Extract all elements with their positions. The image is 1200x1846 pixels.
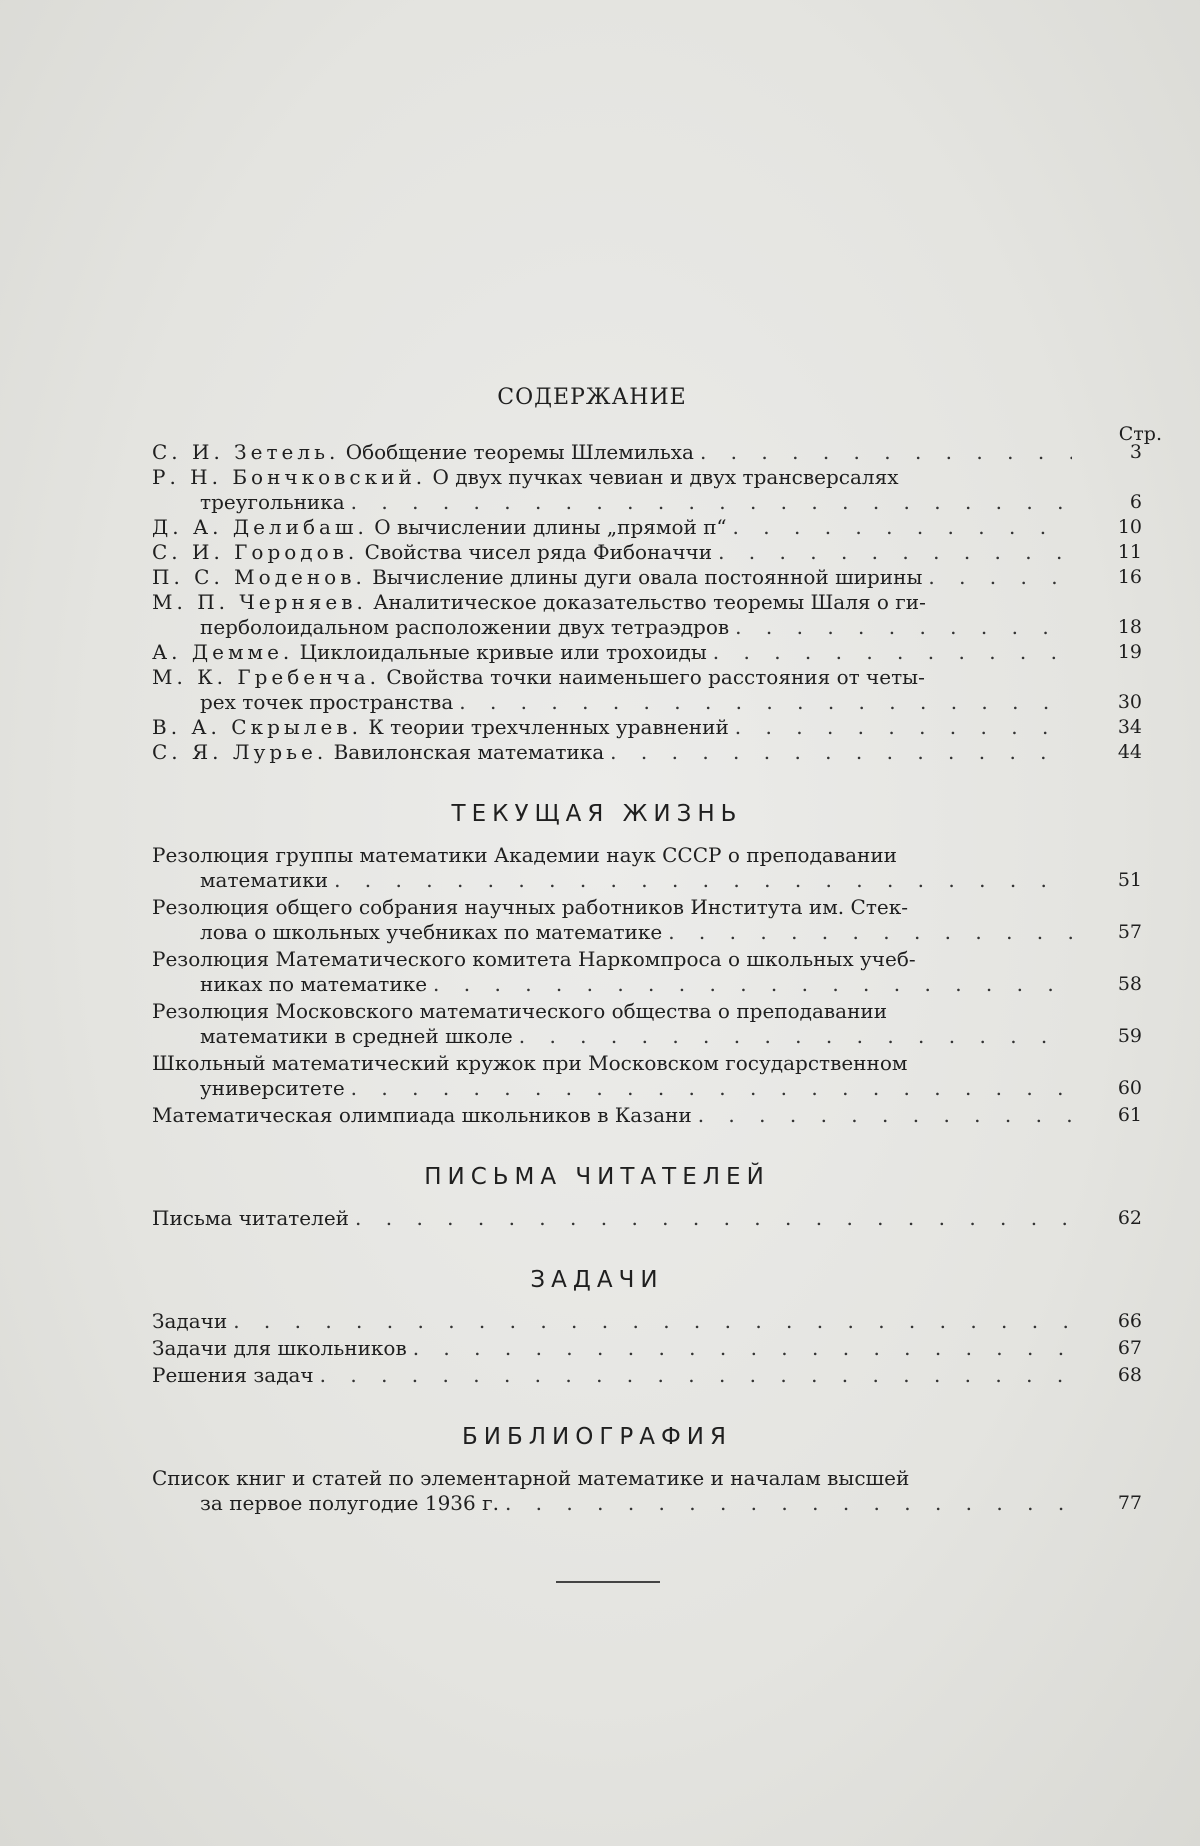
entry-text <box>152 515 727 540</box>
entry-body <box>152 1051 1072 1101</box>
entry-line <box>152 1491 1072 1516</box>
entry-text <box>200 615 729 640</box>
main-entries <box>152 440 1162 765</box>
entry-line <box>152 740 1072 765</box>
entry-title-line: Свойства точки наименьшего расстояния от четы- <box>386 665 925 689</box>
entry-title-line: за первое полугодие 1936 г. <box>200 1491 499 1515</box>
entry-title-line: Список книг и статей по элементарной математике и началам высшей <box>152 1466 910 1490</box>
entry-title-line: рех точек пространства <box>200 690 454 714</box>
toc-entry[interactable] <box>152 1103 1162 1128</box>
entry-text <box>152 1466 909 1491</box>
entry-title-line: О двух пучках чевиан и двух трансверсалях <box>432 465 899 489</box>
entry-body <box>152 440 1072 465</box>
entry-line <box>152 1363 1072 1388</box>
entry-title-line: Задачи для школьников <box>152 1336 407 1360</box>
entry-author: Р. Н. Бончковский. <box>152 465 427 489</box>
entry-page-number: 11 <box>1117 541 1142 563</box>
entry-page-number: 3 <box>1129 441 1142 463</box>
entry-line <box>152 440 1072 465</box>
entry-line <box>152 665 1072 690</box>
toc-entry[interactable] <box>152 1206 1162 1231</box>
dot-leader <box>314 1363 1072 1388</box>
entry-title-line: О вычислении длины „прямой π“ <box>374 515 727 539</box>
toc-entry[interactable] <box>152 590 1162 640</box>
closing-rule <box>556 1581 660 1583</box>
sections <box>152 801 1162 1516</box>
entry-body <box>152 1309 1072 1334</box>
entry-line <box>152 947 1072 972</box>
entry-title-line: Письма читателей <box>152 1206 350 1230</box>
entry-title-line: Резолюция группы математики Академии наук СССР о преподавании <box>152 843 897 867</box>
entry-title-line: Резолюция Московского математического общества о преподавании <box>152 999 888 1023</box>
entry-line <box>152 1309 1072 1334</box>
entry-body <box>152 465 1072 515</box>
entry-text <box>152 540 712 565</box>
toc-entry[interactable] <box>152 640 1162 665</box>
entry-line <box>152 565 1072 590</box>
entry-text <box>152 947 916 972</box>
entry-line <box>152 490 1072 515</box>
entry-body <box>152 947 1072 997</box>
entry-page-number: 34 <box>1117 716 1142 738</box>
entry-title-line: Циклоидальные кривые или трохоиды <box>299 640 707 664</box>
entry-line <box>152 1076 1072 1101</box>
entry-text <box>152 590 926 615</box>
entry-page-number: 30 <box>1117 691 1142 713</box>
toc-entry[interactable] <box>152 1363 1162 1388</box>
entry-title-line: Школьный математический кружок при Московском государственном <box>152 1051 908 1075</box>
entry-text <box>152 895 908 920</box>
entry-title-line: математики в средней школе <box>200 1024 513 1048</box>
entry-body <box>152 1103 1072 1128</box>
entry-line <box>152 615 1072 640</box>
entry-author: А. Демме. <box>152 640 294 664</box>
entry-text <box>200 972 427 997</box>
entry-page-number: 58 <box>1117 973 1142 995</box>
dot-leader <box>499 1491 1072 1516</box>
dot-leader <box>407 1336 1072 1361</box>
section-entries <box>152 1206 1162 1231</box>
entry-body <box>152 740 1072 765</box>
entry-body <box>152 999 1072 1049</box>
entry-author: П. С. Моденов. <box>152 565 366 589</box>
entry-line <box>152 843 1072 868</box>
section-heading: БИБЛИОГРАФИЯ <box>462 1424 732 1450</box>
dot-leader <box>604 740 1072 765</box>
entry-page-number: 19 <box>1117 641 1142 663</box>
entry-text <box>200 1024 513 1049</box>
entry-line <box>152 1466 1072 1491</box>
toc-entry[interactable] <box>152 895 1162 945</box>
entry-page-number: 10 <box>1117 516 1142 538</box>
dot-leader <box>427 972 1072 997</box>
entry-body <box>152 540 1072 565</box>
entry-title-line: лова о школьных учебниках по математике <box>200 920 663 944</box>
entry-body <box>152 640 1072 665</box>
toc-entry[interactable] <box>152 947 1162 997</box>
section-heading: ПИСЬМА ЧИТАТЕЛЕЙ <box>424 1164 770 1190</box>
entry-page-number: 77 <box>1117 1492 1142 1514</box>
dot-leader <box>692 1103 1072 1128</box>
dot-leader <box>227 1309 1072 1334</box>
entry-title-line: перболоидальном расположении двух тетраэдров <box>200 615 730 639</box>
entry-line <box>152 640 1072 665</box>
entry-text <box>152 843 897 868</box>
toc-entry[interactable] <box>152 515 1162 540</box>
entry-page-number: 61 <box>1117 1104 1142 1126</box>
entry-line <box>152 1103 1072 1128</box>
toc-entry[interactable] <box>152 565 1162 590</box>
entry-title-line: Обобщение теоремы Шлемильха <box>345 440 694 464</box>
entry-body <box>152 1363 1072 1388</box>
entry-title-line: университете <box>200 1076 345 1100</box>
entry-title-line: никах по математике <box>200 972 428 996</box>
entry-body <box>152 515 1072 540</box>
entry-title-line: Математическая олимпиада школьников в Казани <box>152 1103 692 1127</box>
section-entries <box>152 1466 1162 1516</box>
entry-text <box>200 920 662 945</box>
dot-leader <box>662 920 1072 945</box>
entry-page-number: 18 <box>1117 616 1142 638</box>
toc-entry[interactable] <box>152 665 1162 715</box>
entry-title-line: Вавилонская математика <box>333 740 605 764</box>
entry-line <box>152 1336 1072 1361</box>
entry-text <box>152 1336 407 1361</box>
page-column-header: Стр. <box>1118 423 1162 445</box>
toc-title: СОДЕРЖАНИЕ <box>497 385 687 410</box>
entry-text <box>152 640 707 665</box>
entry-page-number: 57 <box>1117 921 1142 943</box>
toc-entry[interactable] <box>152 1466 1162 1516</box>
entry-body <box>152 1466 1072 1516</box>
entry-line <box>152 515 1072 540</box>
entry-line <box>152 999 1072 1024</box>
entry-body <box>152 715 1072 740</box>
toc-entry[interactable] <box>152 1051 1162 1101</box>
entry-text <box>152 1206 349 1231</box>
entry-author: С. Я. Лурье. <box>152 740 328 764</box>
entry-line <box>152 972 1072 997</box>
entry-body <box>152 665 1072 715</box>
entry-line <box>152 465 1072 490</box>
entry-title-line: треугольника <box>200 490 345 514</box>
entry-author: С. И. Городов. <box>152 540 359 564</box>
dot-leader <box>727 515 1072 540</box>
entry-line <box>152 1206 1072 1231</box>
toc-entry[interactable] <box>152 843 1162 893</box>
entry-page-number: 44 <box>1117 741 1142 763</box>
entry-text <box>152 1051 907 1076</box>
entry-text <box>152 1309 227 1334</box>
dot-leader <box>712 540 1072 565</box>
entry-text <box>152 715 729 740</box>
entry-body <box>152 895 1072 945</box>
entry-text <box>152 1103 692 1128</box>
dot-leader <box>694 440 1072 465</box>
entry-page-number: 6 <box>1129 491 1142 513</box>
entry-text <box>152 999 887 1024</box>
entry-text <box>152 665 925 690</box>
toc-entry[interactable] <box>152 440 1162 465</box>
entry-title-line: Задачи <box>152 1309 228 1333</box>
entry-page-number: 62 <box>1117 1207 1142 1229</box>
entry-line <box>152 690 1072 715</box>
entry-page-number: 51 <box>1117 869 1142 891</box>
entry-body <box>152 1336 1072 1361</box>
entry-body <box>152 1206 1072 1231</box>
entry-text <box>200 868 328 893</box>
entry-author: М. П. Черняев. <box>152 590 367 614</box>
entry-page-number: 16 <box>1117 566 1142 588</box>
entry-title-line: Резолюция Математического комитета Наркомпроса о школьных учеб- <box>152 947 916 971</box>
dot-leader <box>345 1076 1072 1101</box>
entry-line <box>152 1024 1072 1049</box>
toc-entry[interactable] <box>152 1336 1162 1361</box>
entry-page-number: 60 <box>1117 1077 1142 1099</box>
section-heading: ТЕКУЩАЯ ЖИЗНЬ <box>451 801 743 827</box>
entry-line <box>152 540 1072 565</box>
dot-leader <box>707 640 1072 665</box>
entry-line <box>152 895 1072 920</box>
entry-text <box>200 1076 345 1101</box>
toc-entry[interactable] <box>152 540 1162 565</box>
entry-title-line: Свойства чисел ряда Фибоначчи <box>364 540 713 564</box>
entry-page-number: 67 <box>1117 1337 1142 1359</box>
dot-leader <box>328 868 1072 893</box>
entry-author: С. И. Зетель. <box>152 440 340 464</box>
toc-entry[interactable] <box>152 465 1162 515</box>
entry-page-number: 59 <box>1117 1025 1142 1047</box>
dot-leader <box>345 490 1072 515</box>
entry-line <box>152 590 1072 615</box>
entry-text <box>152 465 899 490</box>
entry-line <box>152 715 1072 740</box>
dot-leader <box>453 690 1072 715</box>
dot-leader <box>513 1024 1072 1049</box>
entry-text <box>152 1363 314 1388</box>
entry-line <box>152 920 1072 945</box>
entry-title-line: Аналитическое доказательство теоремы Шаля о ги- <box>373 590 926 614</box>
entry-title-line: К теории трехчленных уравнений <box>368 715 729 739</box>
toc-entry[interactable] <box>152 1309 1162 1334</box>
toc-entry[interactable] <box>152 715 1162 740</box>
entry-title-line: Резолюция общего собрания научных работников Института им. Стек- <box>152 895 908 919</box>
toc-entry[interactable] <box>152 999 1162 1049</box>
entry-page-number: 68 <box>1117 1364 1142 1386</box>
entry-body <box>152 565 1072 590</box>
section-entries <box>152 843 1162 1128</box>
entry-page-number: 66 <box>1117 1310 1142 1332</box>
entry-text <box>200 1491 499 1516</box>
entry-author: Д. А. Делибаш. <box>152 515 368 539</box>
section-heading: ЗАДАЧИ <box>530 1267 664 1293</box>
entry-author: М. К. Гребенча. <box>152 665 380 689</box>
dot-leader <box>729 615 1072 640</box>
table-of-contents <box>152 385 1162 1516</box>
entry-line <box>152 868 1072 893</box>
toc-entry[interactable] <box>152 740 1162 765</box>
entry-text <box>152 440 694 465</box>
entry-title-line: Вычисление длины дуги овала постоянной ширины <box>372 565 923 589</box>
dot-leader <box>349 1206 1072 1231</box>
entry-title-line: Решения задач <box>152 1363 314 1387</box>
entry-body <box>152 843 1072 893</box>
entry-line <box>152 1051 1072 1076</box>
entry-text <box>152 565 922 590</box>
dot-leader <box>922 565 1072 590</box>
dot-leader <box>729 715 1072 740</box>
section-entries <box>152 1309 1162 1388</box>
entry-title-line: математики <box>200 868 329 892</box>
entry-text <box>200 490 345 515</box>
entry-author: В. А. Скрылев. <box>152 715 362 739</box>
entry-body <box>152 590 1072 640</box>
entry-text <box>152 740 604 765</box>
entry-text <box>200 690 453 715</box>
